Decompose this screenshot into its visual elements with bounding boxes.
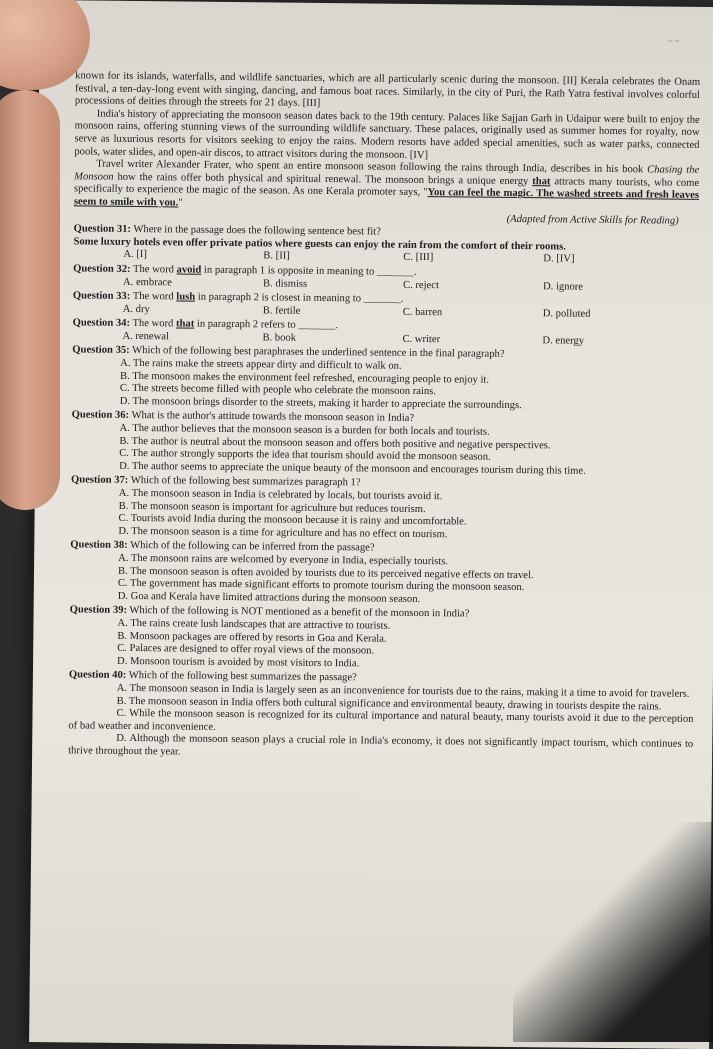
- option-b[interactable]: B. [II]: [263, 250, 290, 262]
- option-a[interactable]: A. The monsoon season in India is celebrated by locals, but tourists avoid it.: [118, 487, 443, 503]
- question-38: Question 38: Which of the following can be inferred from the passage? A. The monsoon rains are welcomed by everyone in India, especially tourists. B. The monsoon season is often avoided by tourists due to its perceived negative effects on travel. C. The government has made significant efforts to promote tourism during the monsoon season. D. Goa and Kerala have limited attractions during the monsoon season.: [70, 540, 696, 610]
- option-c[interactable]: C. writer: [402, 333, 441, 346]
- passage-paragraph-2: India's history of appreciating the monsoon season dates back to the 19th century. Palaces like Sajjan Garh in Udaipur were built to enjoy the monsoon rains, offering stunning views of the surrounding wildlife sanctuary. These palaces, originally used as summer homes for royalty, now serve as luxurious resorts for visitors seeking to enjoy the rains. Modern resorts have added special amenities, such as water parks, connected pools, water slides, and open-air discos, to attract visitors during the monsoon. [IV]: [74, 108, 700, 161]
- option-c[interactable]: C. The government has made significant efforts to promote tourism during the monsoon season.: [117, 578, 525, 594]
- option-d[interactable]: D. polluted: [542, 307, 591, 320]
- option-d[interactable]: D. energy: [542, 335, 585, 347]
- exam-content: [68, 70, 700, 764]
- question-37: Question 37: Which of the following best summarizes paragraph 1? A. The monsoon season in India is celebrated by locals, but tourists avoid it. B. The monsoon season is important for agriculture but reduces tourism. C. Tourists avoid India during the monsoon because it is rainy and uncomfortable. D. The monsoon season is a time for agriculture and has no effect on tourism.: [70, 475, 696, 545]
- question-34: Question 34: The word that in paragraph 2 refers to _______. A. renewal B. book C. writer D. energy: [72, 318, 697, 350]
- option-d[interactable]: D. The monsoon brings disorder to the streets, making it harder to appreciate the surroundings.: [119, 395, 522, 411]
- option-a[interactable]: A. The rains make the streets appear dirty and difficult to walk on.: [120, 357, 402, 372]
- option-c[interactable]: C. barren: [402, 306, 443, 318]
- finger-shape: [0, 90, 60, 510]
- option-d[interactable]: D. The monsoon season is a time for agriculture and has no effect on tourism.: [118, 525, 448, 541]
- underlined-that: that: [532, 175, 551, 188]
- option-b[interactable]: B. fertile: [262, 305, 301, 317]
- option-b[interactable]: B. book: [262, 332, 297, 344]
- target-word: that: [175, 318, 195, 330]
- question-31: Question 31: Where in the passage does the following sentence best fit? Some luxury hotels even offer private patios where guests can enjoy the rain from the comfort of their rooms. A. [I] B. [II] C. [III] D. [IV]: [73, 223, 698, 267]
- option-b[interactable]: B. The monsoon season in India offers both cultural significance and environmental beauty, drawing in tourists despite the rains.: [116, 695, 662, 713]
- option-c[interactable]: C. Tourists avoid India during the monsoon because it is rainy and uncomfortable.: [118, 513, 467, 528]
- target-word: lush: [176, 291, 196, 303]
- option-a[interactable]: A. The rains create lush landscapes that are attractive to tourists.: [117, 617, 391, 632]
- option-b[interactable]: B. dismiss: [262, 277, 308, 290]
- option-b[interactable]: B. The author is neutral about the monsoon season and offers both positive and negative perspectives.: [119, 435, 551, 451]
- question-40: Question 40: Which of the following best summarizes the passage? A. The monsoon season in India is largely seen as an inconvenience for tourists due to the rains, making it a time to avoid for travelers. B. The monsoon season in India offers both cultural significance and environmental beauty, drawing in tourists despite the rains. C. While the monsoon season is recognized for its cultural importance and natural beauty, many tourists avoid it due to the perception of bad weather and inconvenience. D. Although the monsoon season plays a crucial role in India's economy, it does not significantly impact tourism, which continues to thrive throughout the year.: [68, 670, 694, 765]
- question-32: Question 32: The word avoid in paragraph 1 is opposite in meaning to _______. A. embrace B. dismiss C. reject D. ignore: [73, 263, 698, 295]
- option-d[interactable]: D. Monsoon tourism is avoided by most visitors to India.: [117, 655, 360, 670]
- option-d[interactable]: D. [IV]: [543, 253, 575, 265]
- option-a[interactable]: A. embrace: [122, 276, 172, 288]
- option-c[interactable]: C. The streets become filled with people who celebrate the monsoon rains.: [119, 383, 437, 398]
- option-c[interactable]: C. The author strongly supports the idea that tourism should avoid the monsoon season.: [119, 448, 491, 463]
- question-36: Question 36: What is the author's attitude towards the monsoon season in India? A. The author believes that the monsoon season is a burden for both locals and tourists. B. The author is neutral about the monsoon season and offers both positive and negative perspectives. C. The author strongly supports the idea that tourism should avoid the monsoon season. D. The author seems to appreciate the unique beauty of the monsoon and encourages tourism during this time.: [71, 410, 697, 480]
- option-a[interactable]: A. [I]: [123, 249, 147, 261]
- passage-paragraph-1-end: known for its islands, waterfalls, and wildlife sanctuaries, which are all particularly scenic during the monsoon. [II] Kerala celebrates the Onam festival, a ten-day-long event with singing, dancing, and famous boat races. Similarly, in the city of Puri, the Rath Yatra festival involves colorful processions of deities through the streets for 21 days. [III]: [74, 70, 701, 110]
- option-d[interactable]: D. Goa and Kerala have limited attractions during the monsoon season.: [117, 590, 421, 605]
- target-word: avoid: [176, 264, 202, 276]
- option-a[interactable]: A. The monsoon rains are welcomed by everyone in India, especially tourists.: [118, 552, 449, 568]
- question-35: Question 35: Which of the following best paraphrases the underlined sentence in the final paragraph? A. The rains make the streets appear dirty and difficult to walk on. B. The monsoon makes the environment feel refreshed, encouraging people to enjoy it. C. The streets become filled with people who celebrate the monsoon rains. D. The monsoon brings disorder to the streets, making it harder to appreciate the surroundings.: [72, 345, 698, 415]
- option-d[interactable]: D. ignore: [542, 280, 584, 293]
- option-c[interactable]: C. [III]: [403, 252, 434, 264]
- option-d[interactable]: D. The author seems to appreciate the unique beauty of the monsoon and encourages tourism during this time.: [119, 460, 586, 477]
- option-c[interactable]: C. While the monsoon season is recognized for its cultural importance and natural beauty, many tourists avoid it due to the perception of bad weather and inconvenience.: [68, 707, 694, 733]
- option-b[interactable]: B. Monsoon packages are offered by resorts in Goa and Kerala.: [117, 630, 387, 645]
- corner-shadow: [513, 822, 713, 1042]
- insert-sentence: Some luxury hotels even offer private patios where guests can enjoy the rain from the comfort of their rooms.: [73, 236, 566, 253]
- option-a[interactable]: A. dry: [122, 303, 150, 315]
- page-mark: ~ ~: [667, 36, 680, 46]
- question-33: Question 33: The word lush in paragraph 2 is closest in meaning to _______. A. dry B. fertile C. barren D. polluted: [73, 290, 698, 322]
- option-a[interactable]: A. The author believes that the monsoon season is a burden for both locals and tourists.: [119, 422, 490, 438]
- question-label: Question 31:: [73, 223, 132, 236]
- passage-source: (Adapted from Active Skills for Reading): [506, 213, 679, 227]
- passage-paragraph-3: Travel writer Alexander Frater, who spent an entire monsoon season following the rains through India, describes in his book Chasing the Monsoon how the rains offer both physical and spiritual renewal. The monsoon brings a unique energy that attracts many tourists, who come specifically to experience the magic of the season. As one Kerala promoter says, "You can feel the magic. The washed streets and fresh leaves seem to smile with you.": [73, 158, 700, 209]
- option-b[interactable]: B. The monsoon season is important for agriculture but reduces tourism.: [118, 500, 426, 515]
- question-39: Question 39: Which of the following is NOT mentioned as a benefit of the monsoon in India? A. The rains create lush landscapes that are attractive to tourists. B. Monsoon packages are offered by resorts in Goa and Kerala. C. Palaces are designed to offer royal views of the monsoon. D. Monsoon tourism is avoided by most visitors to India.: [69, 605, 695, 675]
- book-title: Chasing the Monsoon: [74, 164, 700, 183]
- option-c[interactable]: C. reject: [402, 279, 439, 291]
- option-c[interactable]: C. Palaces are designed to offer royal views of the monsoon.: [117, 642, 375, 657]
- underlined-quote: You can feel the magic. The washed streets and fresh leaves seem to smile with you.: [73, 187, 700, 209]
- option-b[interactable]: B. The monsoon makes the environment feel refreshed, encouraging people to enjoy it.: [120, 370, 490, 386]
- option-b[interactable]: B. The monsoon season is often avoided by tourists due to its perceived negative effects on travel.: [117, 565, 534, 581]
- option-a[interactable]: A. renewal: [122, 330, 170, 343]
- option-d[interactable]: D. Although the monsoon season plays a crucial role in India's economy, it does not significantly impact tourism, which continues to thrive throughout the year.: [68, 733, 694, 758]
- option-a[interactable]: A. The monsoon season in India is largely seen as an inconvenience for tourists due to the rains, making it a time to avoid for travelers.: [116, 682, 690, 700]
